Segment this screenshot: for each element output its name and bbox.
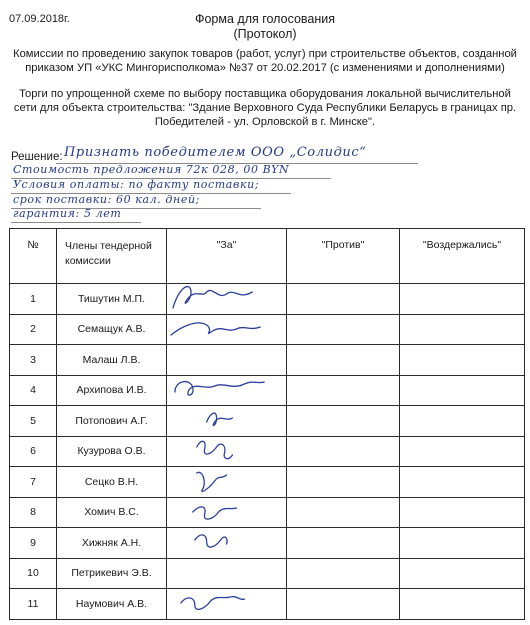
- signature-stroke: [171, 322, 260, 334]
- signature-stroke: [197, 441, 233, 458]
- document-title: Форма для голосования: [194, 12, 336, 26]
- vote-against-cell: [287, 558, 400, 589]
- member-name: Сецко В.Н.: [57, 467, 167, 498]
- signature-stroke: [195, 535, 227, 547]
- decision-underline-5: [11, 222, 141, 223]
- vote-abstain-cell: [400, 284, 525, 315]
- vote-abstain-cell: [400, 375, 525, 406]
- member-name: Хомич В.С.: [57, 497, 167, 528]
- member-name: Архипова И.В.: [57, 375, 167, 406]
- vote-against-cell: [287, 589, 400, 620]
- row-number: 10: [10, 558, 57, 589]
- row-number: 6: [10, 436, 57, 467]
- vote-for-cell: [167, 589, 287, 620]
- member-name: Наумович А.В.: [57, 589, 167, 620]
- tender-line-3: Победителей - ул. Орловской в г. Минске".: [154, 116, 376, 128]
- row-number: 11: [10, 589, 57, 620]
- handwritten-decision-line-2: Стоимость предложения 72к 028, 00 BYN: [13, 163, 290, 176]
- commission-paragraph: [8, 47, 522, 75]
- vote-against-cell: [287, 284, 400, 315]
- tender-line-2: сети для объекта строительства: "Здание Верховного Суда Республики Беларусь в границах пр.: [13, 102, 517, 114]
- vote-for-cell: [167, 314, 287, 345]
- vote-abstain-cell: [400, 558, 525, 589]
- commission-line-1: Комиссии по проведению закупок товаров (работ, услуг) при строительстве объектов, созданной: [13, 48, 517, 60]
- voting-table-body: [10, 284, 525, 620]
- handwritten-decision-line-4: срок поставки: 60 кал. дней;: [13, 193, 200, 206]
- signature-stroke: [207, 413, 233, 425]
- row-number: 2: [10, 314, 57, 345]
- vote-abstain-cell: [400, 467, 525, 498]
- vote-against-cell: [287, 375, 400, 406]
- decision-label: Решение:: [11, 151, 63, 163]
- row-number: 4: [10, 375, 57, 406]
- header-abstain: "Воздержались": [400, 229, 525, 284]
- vote-against-cell: [287, 497, 400, 528]
- signature-stroke: [181, 597, 244, 610]
- header-number: №: [10, 229, 57, 284]
- row-number: 3: [10, 345, 57, 376]
- vote-against-cell: [287, 436, 400, 467]
- row-number: 5: [10, 406, 57, 437]
- vote-abstain-cell: [400, 436, 525, 467]
- member-name: Малаш Л.В.: [57, 345, 167, 376]
- signature-stroke: [175, 381, 264, 394]
- vote-against-cell: [287, 528, 400, 559]
- row-number: 8: [10, 497, 57, 528]
- vote-abstain-cell: [400, 497, 525, 528]
- row-number: 9: [10, 528, 57, 559]
- header-against: "Против": [287, 229, 400, 284]
- signature-stroke: [193, 506, 237, 518]
- handwritten-decision-line-3: Условия оплаты: по факту поставки;: [13, 178, 260, 191]
- voting-table-header: [10, 229, 525, 284]
- table-row: [10, 314, 525, 345]
- table-row: [10, 589, 525, 620]
- handwritten-decision-line-5: гарантия: 5 лет: [13, 207, 122, 220]
- vote-for-cell: [167, 528, 287, 559]
- document-subtitle: (Протокол): [233, 27, 297, 41]
- vote-against-cell: [287, 314, 400, 345]
- vote-abstain-cell: [400, 406, 525, 437]
- signature-stroke: [173, 287, 252, 308]
- row-number: 1: [10, 284, 57, 315]
- member-name: Потопович А.Г.: [57, 406, 167, 437]
- signature-icon: [167, 583, 286, 625]
- vote-abstain-cell: [400, 589, 525, 620]
- row-number: 7: [10, 467, 57, 498]
- member-name: Кузурова О.В.: [57, 436, 167, 467]
- voting-table: [9, 228, 525, 620]
- document-date: 07.09.2018г.: [9, 13, 70, 25]
- vote-abstain-cell: [400, 314, 525, 345]
- header-for: "За": [167, 229, 287, 284]
- tender-line-1: Торги по упрощенной схеме по выбору поставщика оборудования локальной вычислительной: [19, 88, 511, 100]
- vote-abstain-cell: [400, 345, 525, 376]
- member-name: Семащук А.В.: [57, 314, 167, 345]
- table-row: [10, 528, 525, 559]
- vote-abstain-cell: [400, 528, 525, 559]
- header-members: Члены тендерной комиссии: [57, 229, 167, 284]
- vote-against-cell: [287, 406, 400, 437]
- member-name: Тишутин М.П.: [57, 284, 167, 315]
- vote-against-cell: [287, 467, 400, 498]
- signature-stroke: [197, 472, 227, 491]
- member-name: Петрикевич Э.В.: [57, 558, 167, 589]
- vote-against-cell: [287, 345, 400, 376]
- commission-line-2: приказом УП «УКС Мингорисполкома» №37 от 20.02.2017 (с изменениями и дополнениями): [25, 62, 505, 74]
- handwritten-decision-line-1: Признать победителем ООО „Солидис“: [64, 145, 367, 160]
- member-name: Хижняк А.Н.: [57, 528, 167, 559]
- tender-paragraph: [8, 87, 522, 129]
